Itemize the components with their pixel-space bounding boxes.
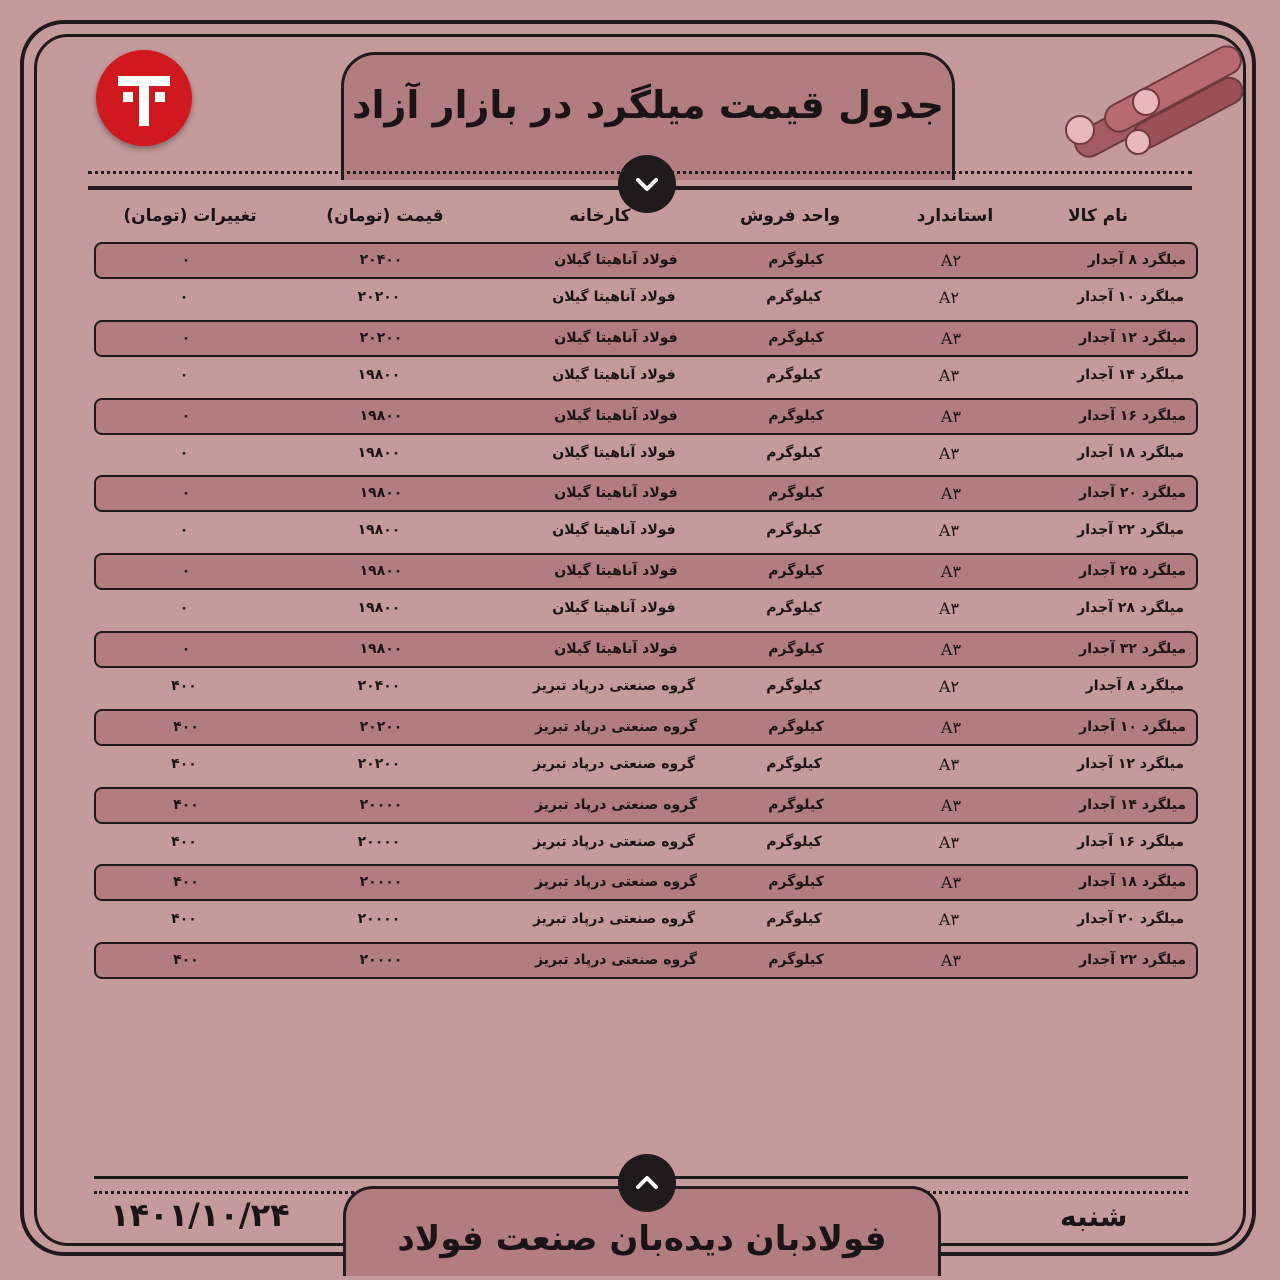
cell-standard: A۳ — [940, 328, 962, 348]
date-label: ۱۴۰۱/۱۰/۲۴ — [110, 1196, 290, 1234]
cell-change: ۴۰۰ — [173, 952, 199, 969]
cell-factory: فولاد آناهیتا گیلان — [554, 563, 678, 580]
cell-factory: فولاد آناهیتا گیلان — [552, 444, 676, 461]
cell-unit: کیلوگرم — [766, 677, 822, 694]
cell-price: ۲۰۲۰۰ — [357, 755, 401, 772]
cell-name: میلگرد ۱۸ آجدار — [1079, 874, 1186, 891]
cell-name: میلگرد ۲۵ آجدار — [1079, 563, 1186, 580]
cell-factory: فولاد آناهیتا گیلان — [554, 641, 678, 657]
cell-change: ۴۰۰ — [171, 833, 197, 850]
cell-unit: کیلوگرم — [766, 444, 822, 461]
cell-change: ۴۰۰ — [171, 911, 197, 928]
cell-name: میلگرد ۱۸ آجدار — [1077, 444, 1184, 461]
table-row — [94, 787, 1198, 824]
chevron-up-icon — [618, 1154, 676, 1212]
cell-unit: کیلوگرم — [768, 718, 824, 735]
cell-factory: فولاد آناهیتا گیلان — [554, 329, 678, 346]
cell-unit: کیلوگرم — [766, 288, 822, 305]
cell-change: ۰ — [181, 641, 191, 657]
cell-change: ۰ — [179, 288, 189, 305]
cell-unit: کیلوگرم — [766, 366, 822, 383]
cell-price: ۲۰۲۰۰ — [357, 288, 401, 305]
cell-standard: A۳ — [940, 717, 962, 737]
cell-unit: کیلوگرم — [766, 833, 822, 850]
cell-factory: فولاد آناهیتا گیلان — [552, 600, 676, 617]
table-row — [94, 631, 1198, 668]
cell-factory: گروه صنعتی درپاد تبریز — [534, 874, 698, 891]
cell-standard: A۳ — [938, 365, 960, 385]
cell-price: ۲۰۰۰۰ — [359, 952, 403, 969]
cell-price: ۲۰۲۰۰ — [359, 718, 403, 735]
cell-change: ۴۰۰ — [173, 796, 199, 813]
cell-standard: A۳ — [938, 599, 960, 619]
cell-factory: گروه صنعتی درپاد تبریز — [534, 952, 698, 969]
cell-change: ۰ — [179, 600, 189, 617]
cell-price: ۱۹۸۰۰ — [359, 485, 403, 502]
cell-price: ۲۰۲۰۰ — [359, 329, 403, 346]
cell-change: ۴۰۰ — [171, 677, 197, 694]
cell-standard: A۳ — [940, 640, 962, 659]
cell-unit: کیلوگرم — [766, 522, 822, 539]
day-label: شنبه — [1060, 1200, 1128, 1233]
cell-change: ۰ — [179, 444, 189, 461]
cell-unit: کیلوگرم — [768, 796, 824, 813]
cell-factory: گروه صنعتی درپاد تبریز — [534, 796, 698, 813]
table-row — [94, 826, 1198, 863]
cell-change: ۰ — [179, 522, 189, 539]
cell-price: ۱۹۸۰۰ — [357, 600, 401, 617]
table-row — [94, 398, 1198, 435]
cell-unit: کیلوگرم — [766, 755, 822, 772]
cell-name: میلگرد ۱۰ آجدار — [1077, 288, 1184, 305]
cell-name: میلگرد ۲۸ آجدار — [1077, 600, 1184, 617]
rebar-bundle-icon — [1058, 30, 1258, 160]
cell-factory: گروه صنعتی درپاد تبریز — [532, 833, 696, 850]
cell-standard: A۳ — [938, 443, 960, 463]
brand-logo-mark — [96, 50, 192, 146]
cell-factory: فولاد آناهیتا گیلان — [554, 407, 678, 424]
table-row — [94, 475, 1198, 512]
cell-price: ۱۹۸۰۰ — [359, 641, 403, 657]
col-header-name: نام کالا — [1067, 206, 1129, 226]
table-row — [94, 748, 1198, 785]
cell-name: میلگرد ۸ آجدار — [1087, 252, 1186, 268]
cell-standard: A۳ — [940, 562, 962, 582]
cell-standard: A۳ — [938, 832, 960, 852]
cell-change: ۴۰۰ — [173, 874, 199, 891]
cell-factory: گروه صنعتی درپاد تبریز — [532, 755, 696, 772]
cell-factory: فولاد آناهیتا گیلان — [554, 252, 678, 268]
cell-standard: A۳ — [940, 873, 962, 893]
cell-unit: کیلوگرم — [768, 874, 824, 891]
cell-change: ۰ — [181, 563, 191, 580]
cell-price: ۲۰۰۰۰ — [359, 874, 403, 891]
cell-price: ۲۰۴۰۰ — [357, 677, 401, 694]
cell-name: میلگرد ۲۲ آجدار — [1079, 952, 1186, 969]
cell-factory: گروه صنعتی درپاد تبریز — [532, 911, 696, 928]
cell-standard: A۳ — [940, 951, 962, 971]
cell-unit: کیلوگرم — [766, 600, 822, 617]
chevron-down-icon — [618, 155, 676, 213]
cell-name: میلگرد ۱۶ آجدار — [1079, 407, 1186, 424]
cell-standard: A۳ — [940, 406, 962, 426]
cell-name: میلگرد ۱۴ آجدار — [1079, 796, 1186, 813]
table-row — [94, 359, 1198, 396]
cell-standard: A۲ — [938, 676, 960, 696]
cell-factory: فولاد آناهیتا گیلان — [552, 366, 676, 383]
col-header-factory: کارخانه — [569, 206, 631, 226]
table-row — [94, 320, 1198, 357]
cell-name: میلگرد ۱۴ آجدار — [1077, 366, 1184, 383]
cell-unit: کیلوگرم — [768, 485, 824, 502]
col-header-change: تغییرات (تومان) — [123, 206, 257, 226]
cell-name: میلگرد ۲۲ آجدار — [1077, 522, 1184, 539]
cell-unit: کیلوگرم — [768, 407, 824, 424]
col-header-price: قیمت (تومان) — [326, 206, 444, 226]
cell-standard: A۳ — [938, 521, 960, 541]
table-row — [94, 437, 1198, 474]
cell-factory: فولاد آناهیتا گیلان — [552, 522, 676, 539]
cell-name: میلگرد ۱۶ آجدار — [1077, 833, 1184, 850]
cell-change: ۰ — [181, 485, 191, 502]
cell-price: ۱۹۸۰۰ — [357, 522, 401, 539]
cell-factory: گروه صنعتی درپاد تبریز — [534, 718, 698, 735]
cell-change: ۴۰۰ — [173, 718, 199, 735]
cell-unit: کیلوگرم — [768, 252, 824, 268]
cell-standard: A۲ — [940, 251, 962, 270]
cell-change: ۰ — [181, 407, 191, 424]
cell-price: ۲۰۴۰۰ — [359, 252, 403, 268]
table-row — [94, 553, 1198, 590]
table-row — [94, 242, 1198, 279]
col-header-unit: واحد فروش — [739, 206, 841, 226]
cell-unit: کیلوگرم — [768, 329, 824, 346]
cell-price: ۱۹۸۰۰ — [357, 366, 401, 383]
table-row — [94, 864, 1198, 901]
cell-factory: گروه صنعتی درپاد تبریز — [532, 677, 696, 694]
cell-price: ۲۰۰۰۰ — [359, 796, 403, 813]
cell-name: میلگرد ۲۰ آجدار — [1079, 485, 1186, 502]
cell-name: میلگرد ۸ آجدار — [1085, 677, 1184, 694]
cell-standard: A۳ — [940, 484, 962, 504]
cell-name: میلگرد ۲۰ آجدار — [1077, 911, 1184, 928]
cell-standard: A۳ — [940, 795, 962, 815]
cell-unit: کیلوگرم — [768, 952, 824, 969]
cell-name: میلگرد ۱۲ آجدار — [1077, 755, 1184, 772]
cell-standard: A۲ — [938, 287, 960, 307]
cell-name: میلگرد ۱۲ آجدار — [1079, 329, 1186, 346]
table-row — [94, 903, 1198, 940]
cell-unit: کیلوگرم — [768, 563, 824, 580]
table-row — [94, 670, 1198, 707]
table-row — [94, 942, 1198, 979]
cell-factory: فولاد آناهیتا گیلان — [554, 485, 678, 502]
cell-change: ۰ — [181, 329, 191, 346]
cell-price: ۱۹۸۰۰ — [359, 563, 403, 580]
col-header-standard: استاندارد — [916, 206, 994, 226]
table-row — [94, 592, 1198, 629]
footer-brand: فولادبان دیده‌بان صنعت فولاد — [397, 1219, 887, 1259]
cell-price: ۱۹۸۰۰ — [357, 444, 401, 461]
cell-unit: کیلوگرم — [768, 641, 824, 657]
cell-name: میلگرد ۱۰ آجدار — [1079, 718, 1186, 735]
cell-price: ۲۰۰۰۰ — [357, 833, 401, 850]
table-row — [94, 281, 1198, 318]
cell-price: ۱۹۸۰۰ — [359, 407, 403, 424]
cell-factory: فولاد آناهیتا گیلان — [552, 288, 676, 305]
cell-change: ۰ — [181, 252, 191, 268]
cell-change: ۰ — [179, 366, 189, 383]
cell-change: ۴۰۰ — [171, 755, 197, 772]
table-row — [94, 514, 1198, 551]
cell-standard: A۳ — [938, 754, 960, 774]
table-row — [94, 709, 1198, 746]
cell-name: میلگرد ۳۲ آجدار — [1079, 641, 1186, 657]
cell-unit: کیلوگرم — [766, 911, 822, 928]
brand-logo — [96, 50, 192, 146]
page-title: جدول قیمت میلگرد در بازار آزاد — [351, 83, 945, 127]
cell-standard: A۳ — [938, 910, 960, 930]
cell-price: ۲۰۰۰۰ — [357, 911, 401, 928]
